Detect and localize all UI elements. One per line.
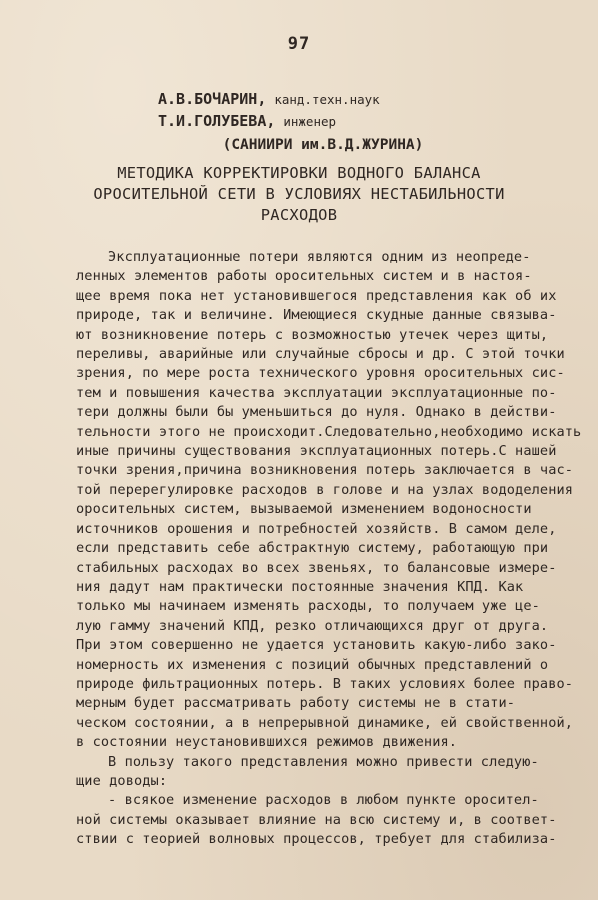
text-line: лую гамму значений КПД, резко отличающихся друг от друга. (76, 617, 549, 634)
text-line: если представить себе абстрактную систему, работающую при (76, 540, 549, 557)
text-line: ют возникновение потерь с возможностью утечек через щиты, (76, 326, 549, 343)
text-line: номерность их изменения с позиций обычных представлений о (76, 656, 549, 673)
article-title (0, 163, 598, 226)
author-line (158, 89, 380, 111)
text-line: природе фильтрационных потерь. В таких условиях более право- (76, 675, 574, 692)
author-line (158, 111, 380, 133)
text-line: ствии с теорией волновых процессов, требует для стабилиза- (76, 831, 557, 848)
text-line: тельности этого не происходит.Следовательно,необходимо искать (76, 423, 582, 440)
authors-block (158, 89, 380, 133)
text-line: ческом состоянии, а в непрерывной динамике, ей свойственной, (76, 714, 574, 731)
text-line: только мы начинаем изменять расходы, то получаем уже це- (76, 598, 540, 615)
author-role: канд.техн.наук (274, 92, 380, 107)
author-name: Т.И.ГОЛУБЕВА, (158, 112, 276, 130)
text-line: источников орошения и потребностей хозяйств. В самом деле, (76, 520, 557, 537)
text-line: щие доводы: (76, 772, 168, 789)
text-line: мерным будет рассматривать работу системы не в стати- (76, 695, 516, 712)
text-line: природе, так и величине. Имеющиеся скудные данные связыва- (76, 307, 557, 324)
title-line: ОРОСИТЕЛЬНОЙ СЕТИ В УСЛОВИЯХ НЕСТАБИЛЬНОСТИ (93, 185, 505, 203)
text-line: При этом совершенно не удается установить какую-либо зако- (76, 637, 557, 654)
text-line: - всякое изменение расходов в любом пункте оросител- (108, 792, 539, 809)
text-line: переливы, аварийные или случайные сбросы и др. С этой точки (76, 346, 565, 363)
title-line: МЕТОДИКА КОРРЕКТИРОВКИ ВОДНОГО БАЛАНСА (117, 164, 481, 182)
text-line: оросительных систем, вызываемой изменением водоносности (76, 501, 532, 518)
text-line: ния дадут нам практически постоянные значения КПД. Как (76, 578, 524, 595)
title-line: РАСХОДОВ (260, 206, 338, 224)
text-line: тем и повышения качества эксплуатации эксплуатационные по- (76, 384, 557, 401)
text-line: стабильных расходах во всех звеньях, то балансовые измере- (76, 559, 557, 576)
text-line: ленных элементов работы оросительных систем и в настоя- (76, 268, 532, 285)
text-line: В пользу такого представления можно привести следую- (108, 753, 539, 770)
text-line: щее время пока нет установившегося представления как об их (76, 287, 557, 304)
text-line: зрения, по мере роста технического уровня оросительных сис- (76, 365, 565, 382)
text-line: точки зрения,причина возникновения потерь заключается в час- (76, 462, 574, 479)
text-line: Эксплуатационные потери являются одним из неопреде- (108, 249, 531, 265)
page-number: 97 (287, 34, 311, 54)
text-line: тери должны были бы уменьшиться до нуля. Однако в действи- (76, 404, 557, 421)
text-line: той перерегулировке расходов в голове и на узлах вододеления (76, 481, 574, 498)
text-line: в состоянии неустановившихся режимов движения. (76, 734, 458, 751)
text-line: ной системы оказывает влияние на всю систему и, в соответ- (76, 811, 557, 828)
author-role: инженер (283, 114, 337, 129)
text-line: иные причины существования эксплуатационных потерь.С нашей (76, 443, 557, 460)
author-name: А.В.БОЧАРИН, (158, 90, 267, 108)
affiliation: (САНИИРИ им.В.Д.ЖУРИНА) (222, 137, 424, 153)
body-text (76, 248, 582, 850)
